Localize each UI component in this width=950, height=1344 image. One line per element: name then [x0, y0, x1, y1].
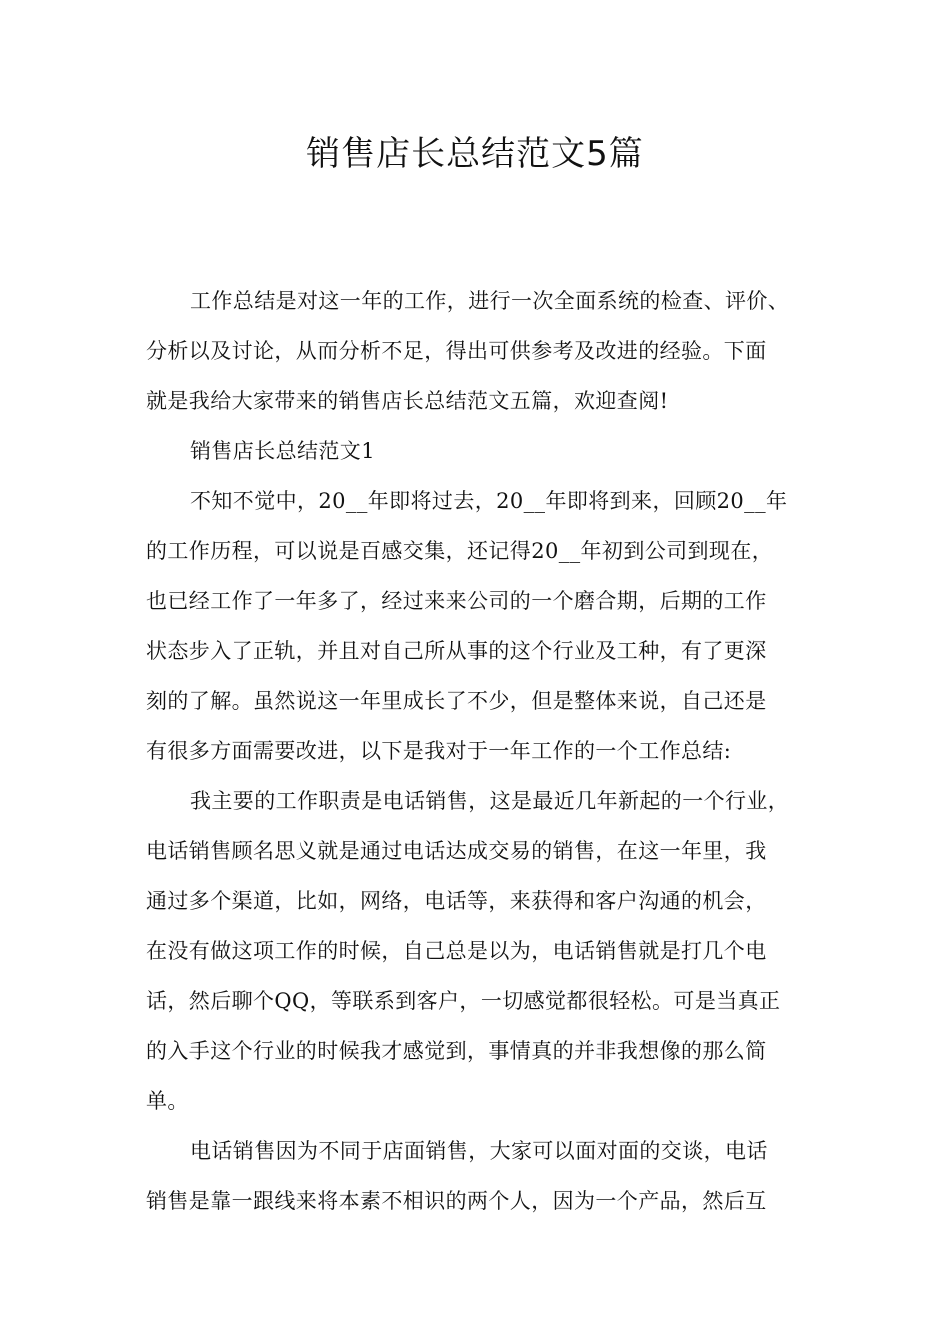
text-line: 的入手这个行业的时候我才感觉到，事情真的并非我想像的那么简: [146, 1039, 767, 1063]
text-line: 也已经工作了一年多了，经过来来公司的一个磨合期，后期的工作: [146, 589, 767, 613]
text-line: 电话销售因为不同于店面销售，大家可以面对面的交谈，电话: [190, 1139, 768, 1163]
text-line: 话，然后聊个QQ，等联系到客户，一切感觉都很轻松。可是当真正: [146, 989, 781, 1013]
text-line: 状态步入了正轨，并且对自己所从事的这个行业及工种，有了更深: [146, 639, 767, 663]
text-line: 有很多方面需要改进，以下是我对于一年工作的一个工作总结:: [146, 739, 732, 763]
text-line: 单。: [146, 1089, 189, 1113]
section-heading: 销售店长总结范文1: [190, 439, 375, 463]
text-line: 工作总结是对这一年的工作，进行一次全面系统的检查、评价、: [190, 289, 790, 313]
text-line: 就是我给大家带来的销售店长总结范文五篇，欢迎查阅!: [146, 389, 669, 413]
text-line: 刻的了解。虽然说这一年里成长了不少，但是整体来说，自己还是: [146, 689, 767, 713]
text-line: 电话销售顾名思义就是通过电话达成交易的销售，在这一年里，我: [146, 839, 767, 863]
text-line: 我主要的工作职责是电话销售，这是最近几年新起的一个行业，: [190, 789, 790, 813]
text-line: 的工作历程，可以说是百感交集，还记得20__年初到公司到现在，: [146, 539, 774, 563]
text-line: 分析以及讨论，从而分析不足，得出可供参考及改进的经验。下面: [146, 339, 767, 363]
text-line: 销售是靠一跟线来将本素不相识的两个人，因为一个产品，然后互: [146, 1189, 767, 1213]
text-line: 通过多个渠道，比如，网络，电话等，来获得和客户沟通的机会，: [146, 889, 767, 913]
text-line: 在没有做这项工作的时候，自己总是以为，电话销售就是打几个电: [146, 939, 767, 963]
text-line: 不知不觉中，20__年即将过去，20__年即将到来，回顾20__年: [190, 489, 788, 513]
document-title: 销售店长总结范文5篇: [306, 134, 644, 174]
